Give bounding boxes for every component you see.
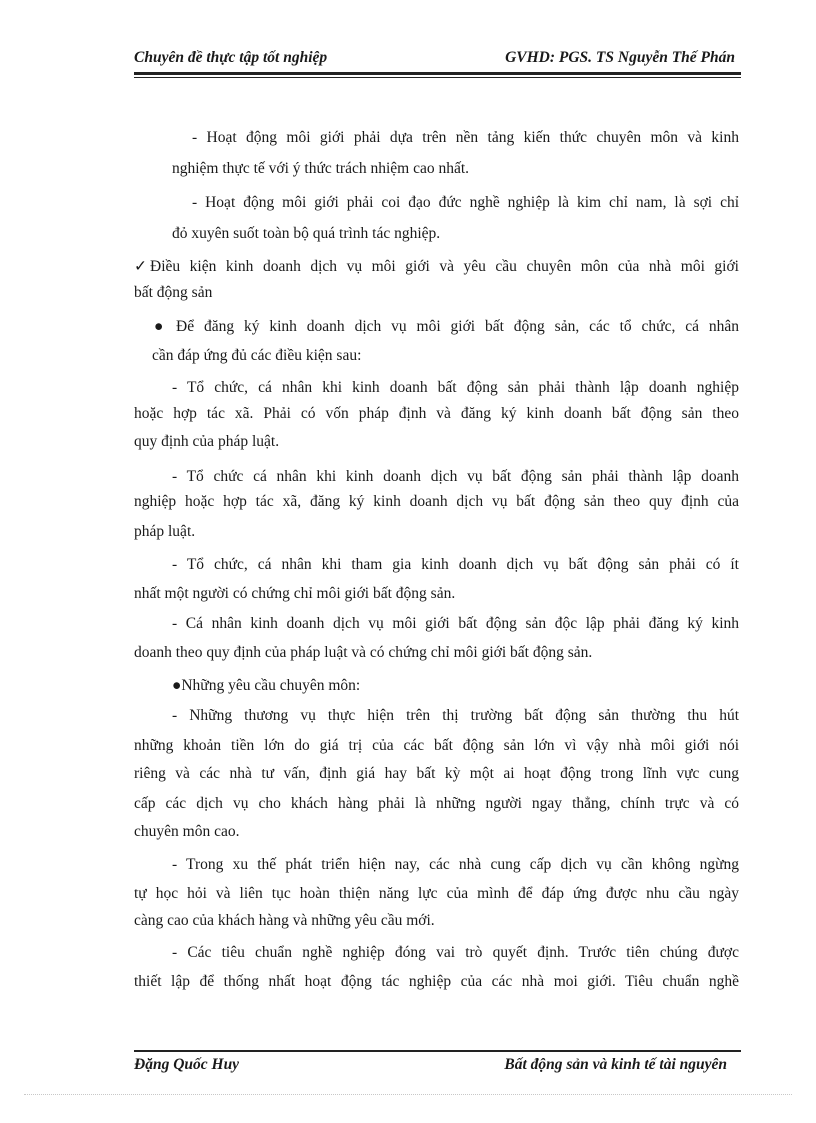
text-line: - Các tiêu chuẩn nghề nghiệp đóng vai trò quyết định. Trước tiên chúng được — [172, 944, 739, 961]
header-document-title: Chuyên đề thực tập tốt nghiệp — [134, 49, 328, 66]
bullet-icon: ● — [154, 318, 164, 335]
text-line: nhất một người có chứng chỉ môi giới bất động sản. — [134, 585, 456, 602]
bullet-item — [154, 315, 739, 339]
text-line: càng cao của khách hàng và những yêu cầu mới. — [134, 912, 435, 929]
header-advisor: GVHD: PGS. TS Nguyễn Thế Phán — [505, 49, 735, 66]
checkmark-icon: ✓ — [134, 258, 147, 275]
text-line: quy định của pháp luật. — [134, 433, 280, 450]
text-line: - Những thương vụ thực hiện trên thị trường bất động sản thường thu hút — [172, 707, 739, 724]
text-line: - Cá nhân kinh doanh dịch vụ môi giới bất động sản độc lập phải đăng ký kinh — [172, 615, 739, 632]
header-rule-thick — [134, 72, 741, 75]
text-line: nghiệp hoặc hợp tác xã, đăng ký kinh doanh dịch vụ bất động sản theo quy định của — [134, 493, 739, 510]
text-line: những khoản tiền lớn do giá trị của các bất động sản lớn vì vậy nhà môi giới nói — [134, 737, 739, 754]
text-line: - Hoạt động môi giới phải dựa trên nền tảng kiến thức chuyên môn và kinh — [192, 129, 739, 146]
text-line: thiết lập để thống nhất hoạt động tác nghiệp của các nhà moi giới. Tiêu chuẩn nghề — [134, 973, 739, 990]
footer-rule — [134, 1050, 741, 1052]
text-line: ●Những yêu cầu chuyên môn: — [172, 677, 361, 694]
text-line: cần đáp ứng đủ các điều kiện sau: — [152, 347, 362, 364]
heading-text: Điều kiện kinh doanh dịch vụ môi giới và yêu cầu chuyên môn của nhà môi giới — [150, 258, 739, 275]
text-line: - Tổ chức, cá nhân khi tham gia kinh doanh dịch vụ bất động sản phải có ít — [172, 556, 739, 573]
text-line: - Trong xu thế phát triển hiện nay, các nhà cung cấp dịch vụ cần không ngừng — [172, 856, 739, 873]
text-line: chuyên môn cao. — [134, 823, 240, 840]
page-header — [134, 49, 741, 71]
footer-author: Đặng Quốc Huy — [134, 1056, 240, 1073]
check-heading — [134, 255, 739, 279]
bullet-text: Để đăng ký kinh doanh dịch vụ môi giới bất động sản, các tổ chức, cá nhân — [176, 318, 739, 335]
text-line: - Tổ chức cá nhân khi kinh doanh dịch vụ bất động sản phải thành lập doanh — [172, 468, 739, 485]
text-line: - Hoạt động môi giới phải coi đạo đức nghề nghiệp là kim chỉ nam, là sợi chỉ — [192, 194, 739, 211]
text-line: hoặc hợp tác xã. Phải có vốn pháp định và đăng ký kinh doanh bất động sản theo — [134, 405, 739, 422]
text-line: bất động sản — [134, 284, 213, 301]
text-line: doanh theo quy định của pháp luật và có chứng chỉ môi giới bất động sản. — [134, 644, 593, 661]
text-line: pháp luật. — [134, 523, 196, 540]
text-line: nghiệm thực tế với ý thức trách nhiệm cao nhất. — [172, 160, 470, 177]
header-rule-thin — [134, 77, 741, 78]
text-line: cấp các dịch vụ cho khách hàng phải là những người ngay thẳng, chính trực và có — [134, 795, 739, 812]
page-bottom-dotted-border — [24, 1094, 792, 1095]
text-line: riêng và các nhà tư vấn, định giá hay bất kỳ một ai hoạt động trong lĩnh vực cung — [134, 765, 739, 782]
text-line: - Tổ chức, cá nhân khi kinh doanh bất động sản phải thành lập doanh nghiệp — [172, 379, 739, 396]
text-line: tự học hỏi và liên tục hoàn thiện năng lực của mình để đáp ứng được nhu cầu ngày — [134, 885, 739, 902]
footer-major: Bất động sản và kinh tế tài nguyên — [504, 1056, 727, 1073]
text-line: đỏ xuyên suốt toàn bộ quá trình tác nghiệp. — [172, 225, 441, 242]
page-footer — [134, 1056, 741, 1078]
